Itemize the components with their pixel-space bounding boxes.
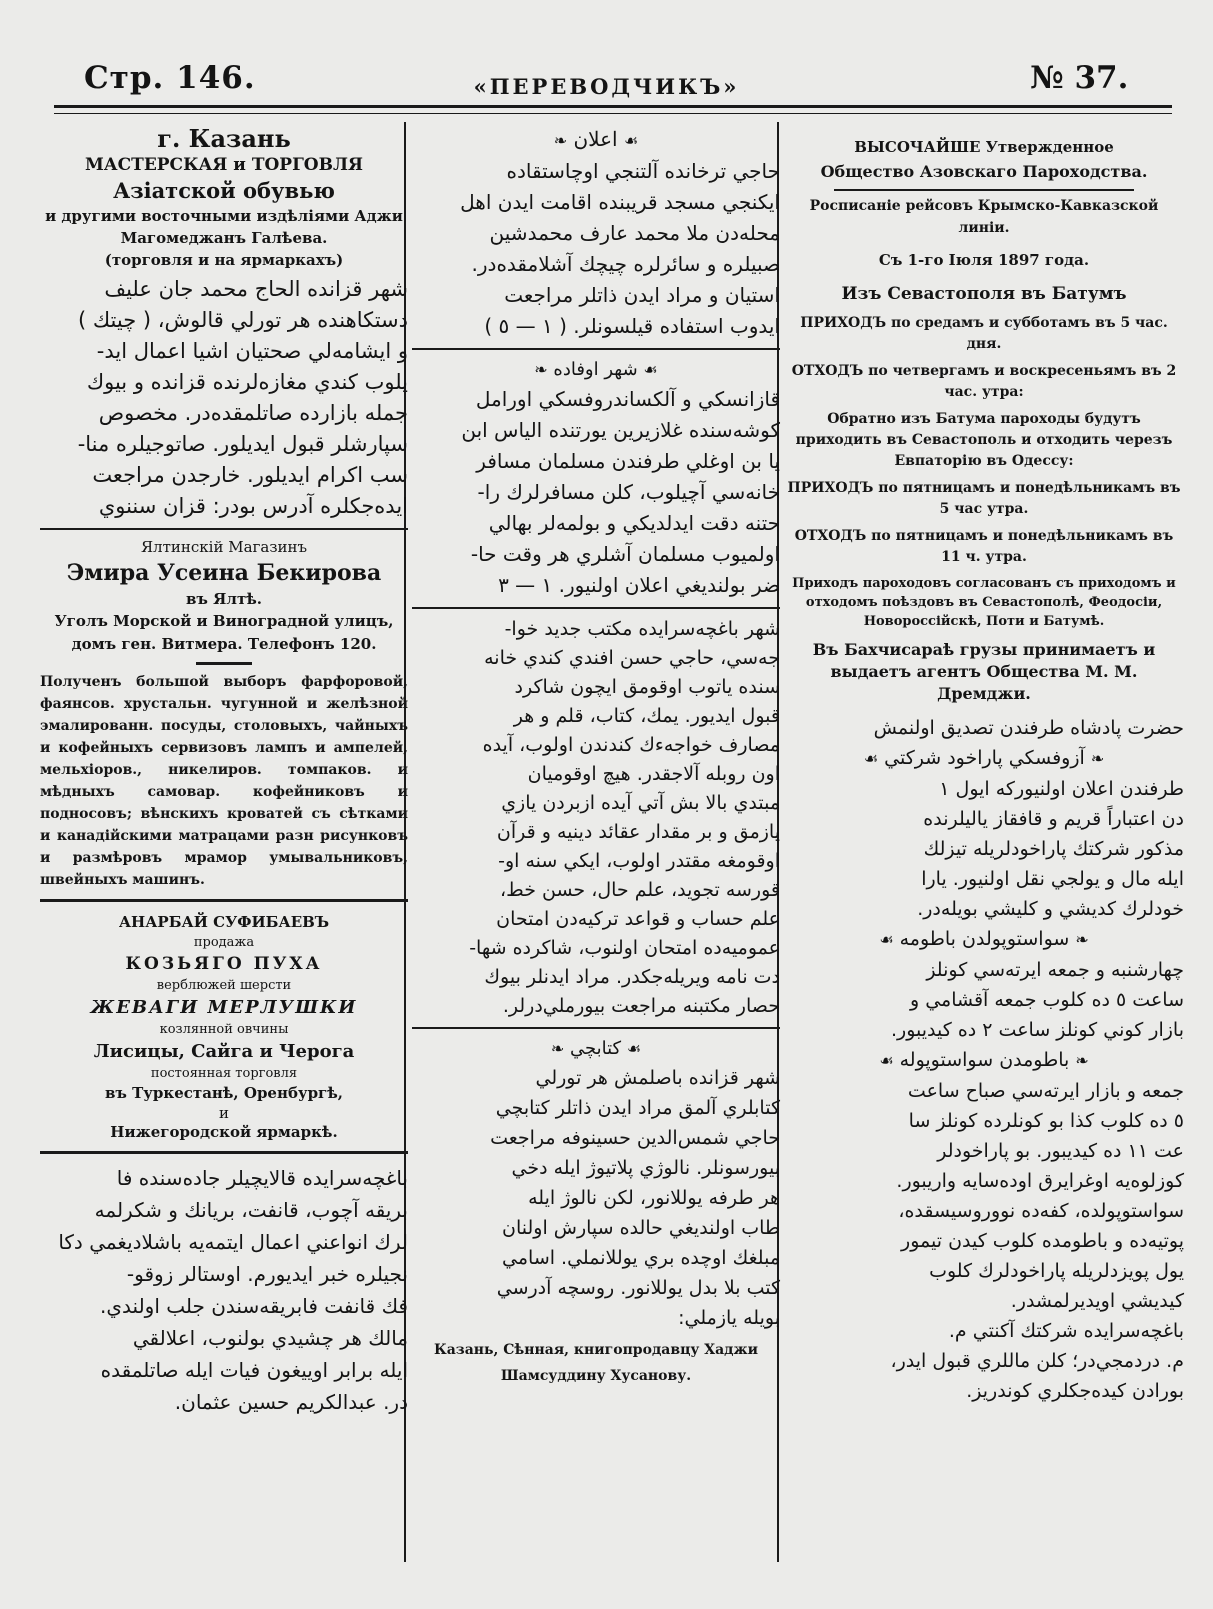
- column-left: [40, 124, 408, 1418]
- divider: [412, 348, 780, 350]
- newspaper-title: «ПЕРЕВОДЧИКЪ»: [473, 74, 740, 99]
- kazan-ad: [40, 124, 408, 272]
- text-line: ايده‌جكلره آدرس بودر: قزان سننوي: [98, 494, 408, 518]
- tatar-subheading: [784, 743, 1184, 774]
- text-line: خانه‌سي آچيلوب، كلن مسافرلرك را-: [477, 480, 780, 504]
- text-line: بورادن كيده‌جكلري كوندريز.: [966, 1380, 1184, 1402]
- text-line: جه‌سي، حاجي حسن افندي كندي خانه: [484, 647, 780, 669]
- page-number: Стр. 146.: [84, 60, 256, 96]
- text-line: صبيلره و سائرلره چيچك آشلامقده‌در.: [471, 252, 780, 276]
- text-line: سپارشلر قبول ايديلور. صاتوجيلره منا-: [77, 432, 408, 456]
- anarbay-line6: козлянной овчины: [159, 1022, 289, 1037]
- text-line: چهارشنبه و جمعه ايرته‌سي كونلز: [926, 959, 1184, 981]
- anarbay-line3: КОЗЬЯГО ПУХА: [125, 954, 323, 974]
- azov-h1: ВЫСОЧАЙШЕ Утвержденное: [854, 138, 1114, 156]
- ornament-icon: ☙: [623, 131, 639, 150]
- yalta-name: Эмира Усеина Бекирова: [66, 560, 382, 586]
- heading-text: اعلان: [573, 127, 618, 151]
- text-line: اولميوب مسلمان آشلري هر وقت حا-: [470, 542, 780, 566]
- azov-route: Изъ Севастополя въ Батумъ: [841, 284, 1127, 304]
- short-rule: [196, 662, 252, 665]
- text-line: دت نامه ويريله‌جكدر. مراد ايدنلر بيوك: [484, 966, 780, 988]
- kazan-city: г. Казань: [157, 124, 291, 153]
- shahr-text: [412, 384, 780, 601]
- ornament-icon: ☙: [863, 749, 879, 768]
- text-line: ايكنجي مسجد قريبنده اقامت ايدن اهل: [460, 190, 780, 214]
- text-line: علم حساب و قواعد تركيه‌دن امتحان: [496, 908, 780, 930]
- heading-text: آزوفسكي پاراخود شركتي: [884, 747, 1085, 769]
- divider: [412, 1027, 780, 1029]
- schedule-agent: Въ Бахчисараѣ грузы принимаетъ и выдаетъ агентъ Общества М. М. Дремджи.: [812, 640, 1156, 703]
- text-line: دستكاهنده هر تورلي قالوش، ( چيتك ): [77, 308, 408, 332]
- text-line: حاجي ترخانده آلتنجي اوچاستقاده: [506, 159, 780, 183]
- text-line: مبتدي بالا بش آتي آيده ازبردن يازي: [501, 792, 780, 814]
- text-line: قورسه تجويد، علم حال، حسن خط،: [500, 879, 780, 901]
- text-line: خودلرك كديشي و كليشي بويله‌در.: [917, 898, 1184, 920]
- ornament-icon: ☙: [879, 930, 894, 949]
- azov-schedule: [784, 313, 1184, 705]
- schedule-departure: ОТХОДЪ по четвергамъ и воскресеньямъ въ 2 час. утра:: [791, 363, 1177, 400]
- anarbay-line1: АНАРБАЙ СУФИБАЕВЪ: [118, 913, 330, 931]
- anarbay-line7: Лисицы, Сайга и Черога: [93, 1041, 355, 1062]
- header-rule-thin: [54, 113, 1172, 114]
- text-line: مبلغك اوچده بري يوللانملي. اسامي: [502, 1247, 780, 1269]
- text-line: باغچه‌سرايده قالايچيلر جاده‌سنده فا: [116, 1166, 408, 1190]
- anarbay-line8: постоянная торговля: [150, 1066, 298, 1081]
- page-header: [0, 60, 1213, 108]
- ornament-icon: ❧: [1075, 1051, 1089, 1070]
- azov-h2: Общество Азовскаго Пароходства.: [820, 162, 1148, 181]
- text-line: كوشه‌سنده غلازيرين يورتنده الياس ابن: [461, 418, 780, 442]
- ornament-icon: ❧: [550, 1039, 565, 1058]
- heading-text: شهر اوفاده: [553, 359, 638, 380]
- text-line: بازار كوني كونلز ساعت ٢ ده كيديبور.: [890, 1019, 1184, 1041]
- bakhche-tatar-text: [40, 1162, 408, 1418]
- anarbay-line5: ЖЕВАГИ МЕРЛУШКИ: [90, 997, 358, 1018]
- kazan-line2: Азіатской обувью: [113, 178, 335, 203]
- kitab-heading: [412, 1035, 780, 1063]
- kazan-line1: МАСТЕРСКАЯ и ТОРГОВЛЯ: [84, 155, 364, 175]
- text-line: محله‌دن ملا محمد عارف محمدشين: [489, 221, 780, 245]
- text-line: كتب بلا بدل يوللانور. روسچه آدرسي: [496, 1277, 780, 1299]
- text-line: بيورسونلر. نالوژي پلاتيوژ ايله دخي: [511, 1157, 780, 1179]
- ilan-text: [412, 156, 780, 342]
- text-line: ايله مال و يولجي نقل اولنيور. يارا: [921, 868, 1184, 890]
- yalta-line1: Ялтинскій Магазинъ: [140, 538, 308, 556]
- ornament-icon: ❧: [1090, 749, 1105, 768]
- schedule-return: Обратно изъ Батума пароходы будутъ приходить въ Севастополь и отходить черезъ Евпаторію въ Одессу:: [795, 411, 1173, 469]
- ornament-icon: ☙: [626, 1039, 642, 1058]
- schedule-departure-2: ОТХОДЪ по пятницамъ и понедѣльникамъ въ 11 ч. утра.: [794, 528, 1174, 565]
- text-line: ٥ ده كلوب كذا بو كونلرده كونلز سا: [908, 1110, 1184, 1132]
- text-line: حاجي شمس‌الدين حسينوفه مراجعت: [490, 1127, 780, 1149]
- text-line: سب اكرام ايديلور. خارجدن مراجعت: [92, 463, 408, 487]
- ornament-icon: ☙: [879, 1051, 894, 1070]
- text-line: فك قانفت فابريقه‌سندن جلب اولندي.: [100, 1294, 408, 1318]
- kitab-address: [412, 1337, 780, 1389]
- text-line: ضر بولنديغي اعلان اولنيور. ١ — ٣: [498, 573, 780, 597]
- text-line: جمعه و بازار ايرته‌سي صباح ساعت: [907, 1080, 1184, 1102]
- column-right: [784, 124, 1184, 1406]
- text-line: م. دردمجي‌در؛ كلن ماللري قبول ايدر،: [890, 1350, 1184, 1372]
- text-line: حضرت پادشاه طرفندن تصديق اولنمش: [873, 717, 1184, 739]
- text-line: ساعت ٥ ده كلوب جمعه آقشامي و: [910, 989, 1184, 1011]
- ornament-icon: ☙: [643, 360, 658, 379]
- yalta-line3: Уголъ Морской и Виноградной улицъ, домъ ген. Витмера. Телефонъ 120.: [54, 612, 394, 653]
- text-line: يا بن اوغلي طرفندن مسلمان مسافر: [476, 449, 780, 473]
- azov-header: [784, 136, 1184, 307]
- ilan-heading: [412, 124, 780, 156]
- text-line: قبول ايديور. يمك، كتاب، قلم و هر: [513, 705, 780, 727]
- anarbay-line10: и: [219, 1104, 229, 1122]
- tatar-subheading: [784, 1045, 1184, 1076]
- heading-text: كتابچي: [569, 1038, 622, 1059]
- text-line: شهر باغچه‌سرايده مكتب جديد خوا-: [504, 618, 780, 640]
- divider: [40, 528, 408, 530]
- tatar-subheading: [784, 924, 1184, 955]
- text-line: طاب اولنديغي حالده سپارش اولنان: [502, 1217, 780, 1239]
- divider: [412, 607, 780, 609]
- text-line: يول پويزدلريله پاراخودلرك كلوب: [929, 1260, 1184, 1282]
- text-line: كيديشي اويديرلمشدر.: [1010, 1290, 1184, 1312]
- azov-h3: Росписаніе рейсовъ Крымско-Кавказской линіи.: [809, 198, 1159, 236]
- text-line: عت ١١ ده كيديبور. بو پاراخودلر: [937, 1140, 1184, 1162]
- azov-date: Съ 1-го Іюля 1897 года.: [878, 251, 1090, 269]
- text-line: يازمق و بر مقدار عقائد دينيه و قرآن: [496, 821, 780, 843]
- text-line: بريقه آچوب، قانفت، بريانك و شكرلمه: [94, 1198, 408, 1222]
- yalta-line2: въ Ялтѣ.: [185, 590, 263, 608]
- text-line: و ايشامه‌لي صحتيان اشيا اعمال ايد-: [96, 339, 408, 363]
- anarbay-line11: Нижегородской ярмаркѣ.: [110, 1123, 338, 1141]
- text-line: حصار مكتبنه مراجعت بيورملي‌درلر.: [502, 995, 780, 1017]
- text-line: كتابلري آلمق مراد ايدن ذاتلر كتابچي: [495, 1097, 780, 1119]
- yalta-body: Полученъ большой выборъ фарфоровой, фаянсов. хрустальн. чугунной и желѣзной эмалированн. посуды, столовыхъ, чайныхъ и кофейныхъ сервизовъ лампъ и ампелей, мельхіоров., никелиров. томпаков. и мѣдныхъ самовар. кофейниковъ и подносовъ; вѣнскихъ кроватей съ сѣтками и канадійскими матрацами разн рисунковъ и размѣровъ мрамор умывальниковъ, швейныхъ машинъ.: [40, 674, 408, 888]
- text-line: بويله يازملي:: [678, 1307, 780, 1329]
- text-line: اوقومغه مقتدر اولوب، ايكي سنه او-: [498, 850, 780, 872]
- text-line: شهر قزانده باصلمش هر تورلي: [535, 1067, 780, 1089]
- text-line: جمله بازارده صاتلمقده‌در. مخصوص: [98, 401, 408, 425]
- schedule-note: Приходъ пароходовъ согласованъ съ приходомъ и отходомъ поѣздовъ въ Севастополѣ, Феодосіи, Новороссійскѣ, Поти и Батумѣ.: [792, 576, 1176, 629]
- text-line: دن اعتباراً قريم و قافقاز ياليلرنده: [923, 808, 1184, 830]
- header-rule: [54, 105, 1172, 108]
- text-line: باغچه‌سرايده شركتك آكنتي م.: [948, 1320, 1184, 1342]
- address-line: Шамсуддину Хусанову.: [500, 1368, 692, 1384]
- text-line: ايله برابر اوييغون فيات ايله صاتلمقده: [100, 1358, 408, 1382]
- text-line: نجيلره خبر ايديورم. اوستالر زوقو-: [126, 1262, 408, 1286]
- text-line: پوتيه‌ده و باطومده كلوب كيدن تيمور: [901, 1230, 1184, 1252]
- text-line: حتنه دقت ايدلديكي و بولمه‌لر بهالي: [488, 511, 780, 535]
- heading-text: باطومدن سواستوپوله: [899, 1049, 1070, 1071]
- text-line: عموميه‌ده امتحان اولنوب، شاكرده شها-: [469, 937, 780, 959]
- text-line: طرفندن اعلان اولنيوركه ايول ١: [939, 778, 1184, 800]
- issue-number: № 37.: [1030, 60, 1129, 96]
- azov-tatar-text: [784, 713, 1184, 1406]
- ornament-icon: ❧: [553, 131, 568, 150]
- text-line: ايدوب استفاده قيلسونلر. ( ١ — ٥ ): [484, 314, 780, 338]
- text-line: قازانسكي و آلكساندروفسكي اورامل: [475, 387, 780, 411]
- text-line: شهر قزانده الحاج محمد جان عليف: [104, 277, 408, 301]
- text-line: مذكور شركتك پاراخودلريله تيزلك: [923, 838, 1184, 860]
- maktab-text: [412, 615, 780, 1021]
- ornament-icon: ❧: [534, 360, 548, 379]
- address-line: Казань, Сѣнная, книгопродавцу Хаджи: [433, 1342, 759, 1358]
- shahr-heading: [412, 356, 780, 384]
- schedule-arrival-2: ПРИХОДЪ по пятницамъ и понедѣльникамъ въ 5 час утра.: [787, 480, 1181, 517]
- anarbay-ad: [40, 910, 408, 1143]
- divider: [40, 1151, 408, 1154]
- schedule-arrival: ПРИХОДЪ по средамъ и субботамъ въ 5 час. дня.: [800, 315, 1168, 352]
- text-line: اون روبله آلاجقدر. هيچ اوقوميان: [527, 763, 780, 785]
- kazan-line3: и другими восточными издѣліями Аджи Магомеджанъ Галѣева.: [45, 207, 403, 247]
- anarbay-line9: въ Туркестанѣ, Оренбургѣ,: [104, 1084, 344, 1102]
- ornament-icon: ❧: [1075, 930, 1089, 949]
- heading-text: سواستوپولدن باطومه: [899, 928, 1070, 950]
- text-line: يلوب كندي مغازه‌لرنده قزانده و بيوك: [86, 370, 408, 394]
- kazan-tatar-text: [40, 274, 408, 522]
- text-line: لرك انواعني اعمال ايتمه‌يه باشلاديغمي دكا: [58, 1230, 408, 1254]
- text-line: در. عبدالكريم حسين عثمان.: [174, 1390, 408, 1414]
- text-line: مالك هر چشيدي بولنوب، اعلالقي: [132, 1326, 408, 1350]
- text-line: سنده ياتوب اوقومق ايچون شاكرد: [514, 676, 780, 698]
- text-line: كوزلوه‌يه اوغرايرق اوده‌سايه واريبور.: [896, 1170, 1184, 1192]
- yalta-ad: [40, 536, 408, 665]
- text-line: مصارف خواجه‌ءك كندندن اولوب، آيده: [482, 734, 780, 756]
- anarbay-line4: верблюжей шерсти: [156, 978, 292, 993]
- divider: [834, 189, 1134, 191]
- column-middle: [412, 124, 780, 1389]
- anarbay-line2: продажа: [193, 935, 255, 950]
- kitab-text: [412, 1063, 780, 1333]
- kazan-line4: (торговля и на ярмаркахъ): [104, 251, 344, 269]
- text-line: استيان و مراد ايدن ذاتلر مراجعت: [504, 283, 780, 307]
- divider: [40, 899, 408, 902]
- text-line: سواستوپولده، كفه‌ده نووروسيسقده،: [898, 1200, 1184, 1222]
- text-line: هر طرفه يوللانور، لكن نالوژ ايله: [528, 1187, 780, 1209]
